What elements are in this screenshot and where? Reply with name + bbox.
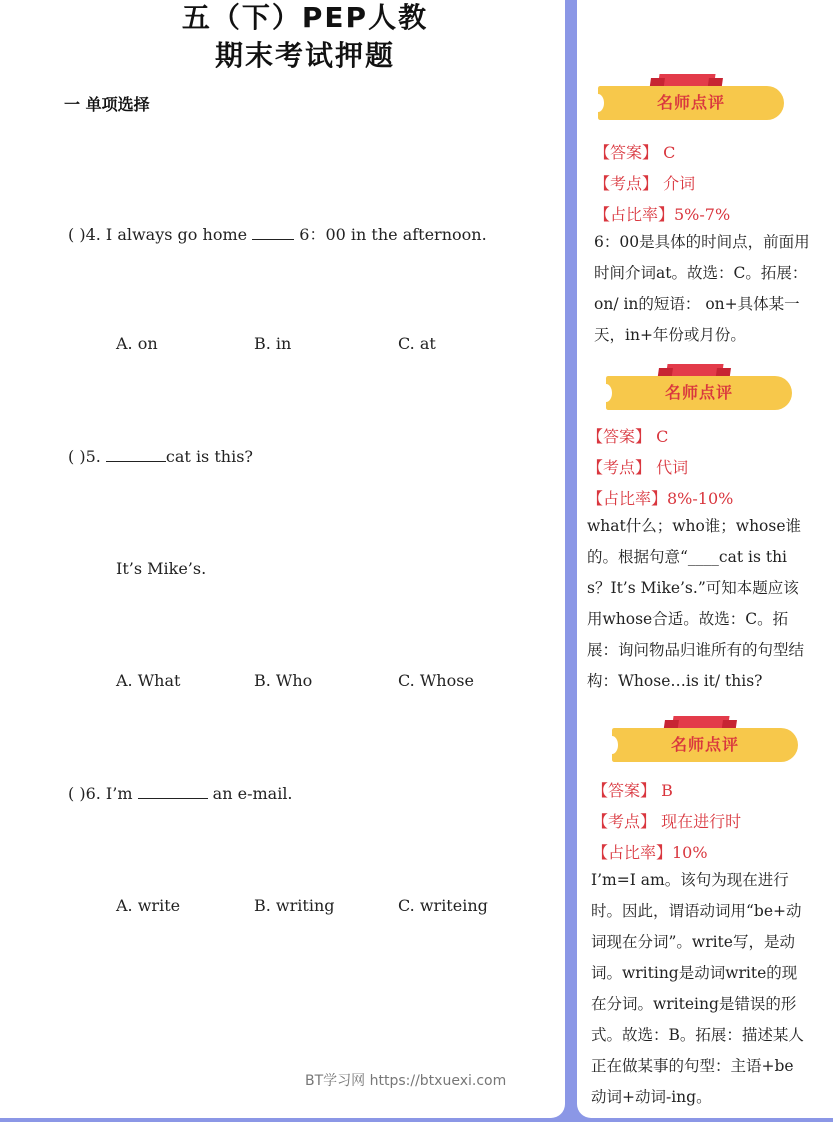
- question-4: [68, 222, 487, 245]
- question-6: [68, 784, 293, 803]
- q4-option-a: A. on: [116, 334, 158, 353]
- page-subtitle: 期末考试押题: [214, 39, 395, 72]
- q6-option-a: A. write: [116, 896, 181, 915]
- comment-1-answer: 【答案】 C: [594, 143, 676, 162]
- comment-1-rate: 【占比率】5%-7%: [594, 205, 731, 224]
- comment-3-note: I’m=I am。该句为现在进行时。因此，谓语动词用“be+动词现在分词”。write写，是动词。writing是动词write的现在分词。writeing是错误的形式。故选：B。拓展：描述某人正在做某事的句型：主语+be动词+动词-ing。: [591, 871, 804, 1106]
- answer-blank: [106, 450, 166, 462]
- teacher-comment-badge: [606, 364, 796, 414]
- badge-label: 名师点评: [670, 735, 739, 754]
- comment-2-note: what什么；who谁；whose谁的。根据句意“____cat is this？It’s Mike’s.”可知本题应该用whose合适。故选：C。拓展：询问物品归谁所有的句型结构：Whose…is it/ this?: [587, 517, 805, 690]
- comment-3-answer: 【答案】 B: [592, 781, 673, 800]
- question-5-response: It’s Mike’s.: [116, 559, 207, 578]
- comment-2-point: 【考点】 代词: [587, 458, 689, 477]
- question-4-suffix: 6：00 in the afternoon.: [294, 225, 487, 244]
- question-5-suffix: cat is this?: [165, 447, 253, 466]
- question-6-prefix: ( )6. I’m: [68, 784, 138, 803]
- question-5: [68, 447, 253, 466]
- comment-1-point: 【考点】 介词: [594, 174, 696, 193]
- badge-label: 名师点评: [656, 93, 725, 112]
- question-5-prefix: ( )5.: [68, 447, 106, 466]
- comment-2-answer: 【答案】 C: [587, 427, 669, 446]
- q6-option-c: C. writeing: [398, 896, 488, 915]
- comment-2-rate: 【占比率】8%-10%: [587, 489, 734, 508]
- comment-3-rate: 【占比率】10%: [592, 843, 708, 862]
- comment-3-point: 【考点】 现在进行时: [592, 812, 742, 831]
- badge-label: 名师点评: [664, 383, 733, 402]
- q5-option-b: B. Who: [254, 671, 313, 690]
- question-4-prefix: ( )4. I always go home: [68, 225, 253, 244]
- comment-1-note: 6：00是具体的时间点，前面用时间介词at。故选：C。拓展：on/ in的短语： on+具体某一天，in+年份或月份。: [594, 233, 810, 344]
- teacher-comment-badge: [598, 74, 788, 124]
- answer-blank: [252, 228, 294, 240]
- q5-option-a: A. What: [116, 671, 181, 690]
- question-6-suffix: an e-mail.: [207, 784, 293, 803]
- q6-option-b: B. writing: [254, 896, 335, 915]
- answer-blank: [138, 787, 208, 799]
- page-title: 五（下）PEP人教: [181, 1, 429, 34]
- q4-option-c: C. at: [398, 334, 436, 353]
- q5-option-c: C. Whose: [398, 671, 474, 690]
- q4-option-b: B. in: [254, 334, 292, 353]
- footer-watermark: BT学习网 https://btxuexi.com: [305, 1073, 507, 1089]
- section-heading: 一 单项选择: [64, 95, 150, 114]
- teacher-comment-badge: [612, 716, 802, 766]
